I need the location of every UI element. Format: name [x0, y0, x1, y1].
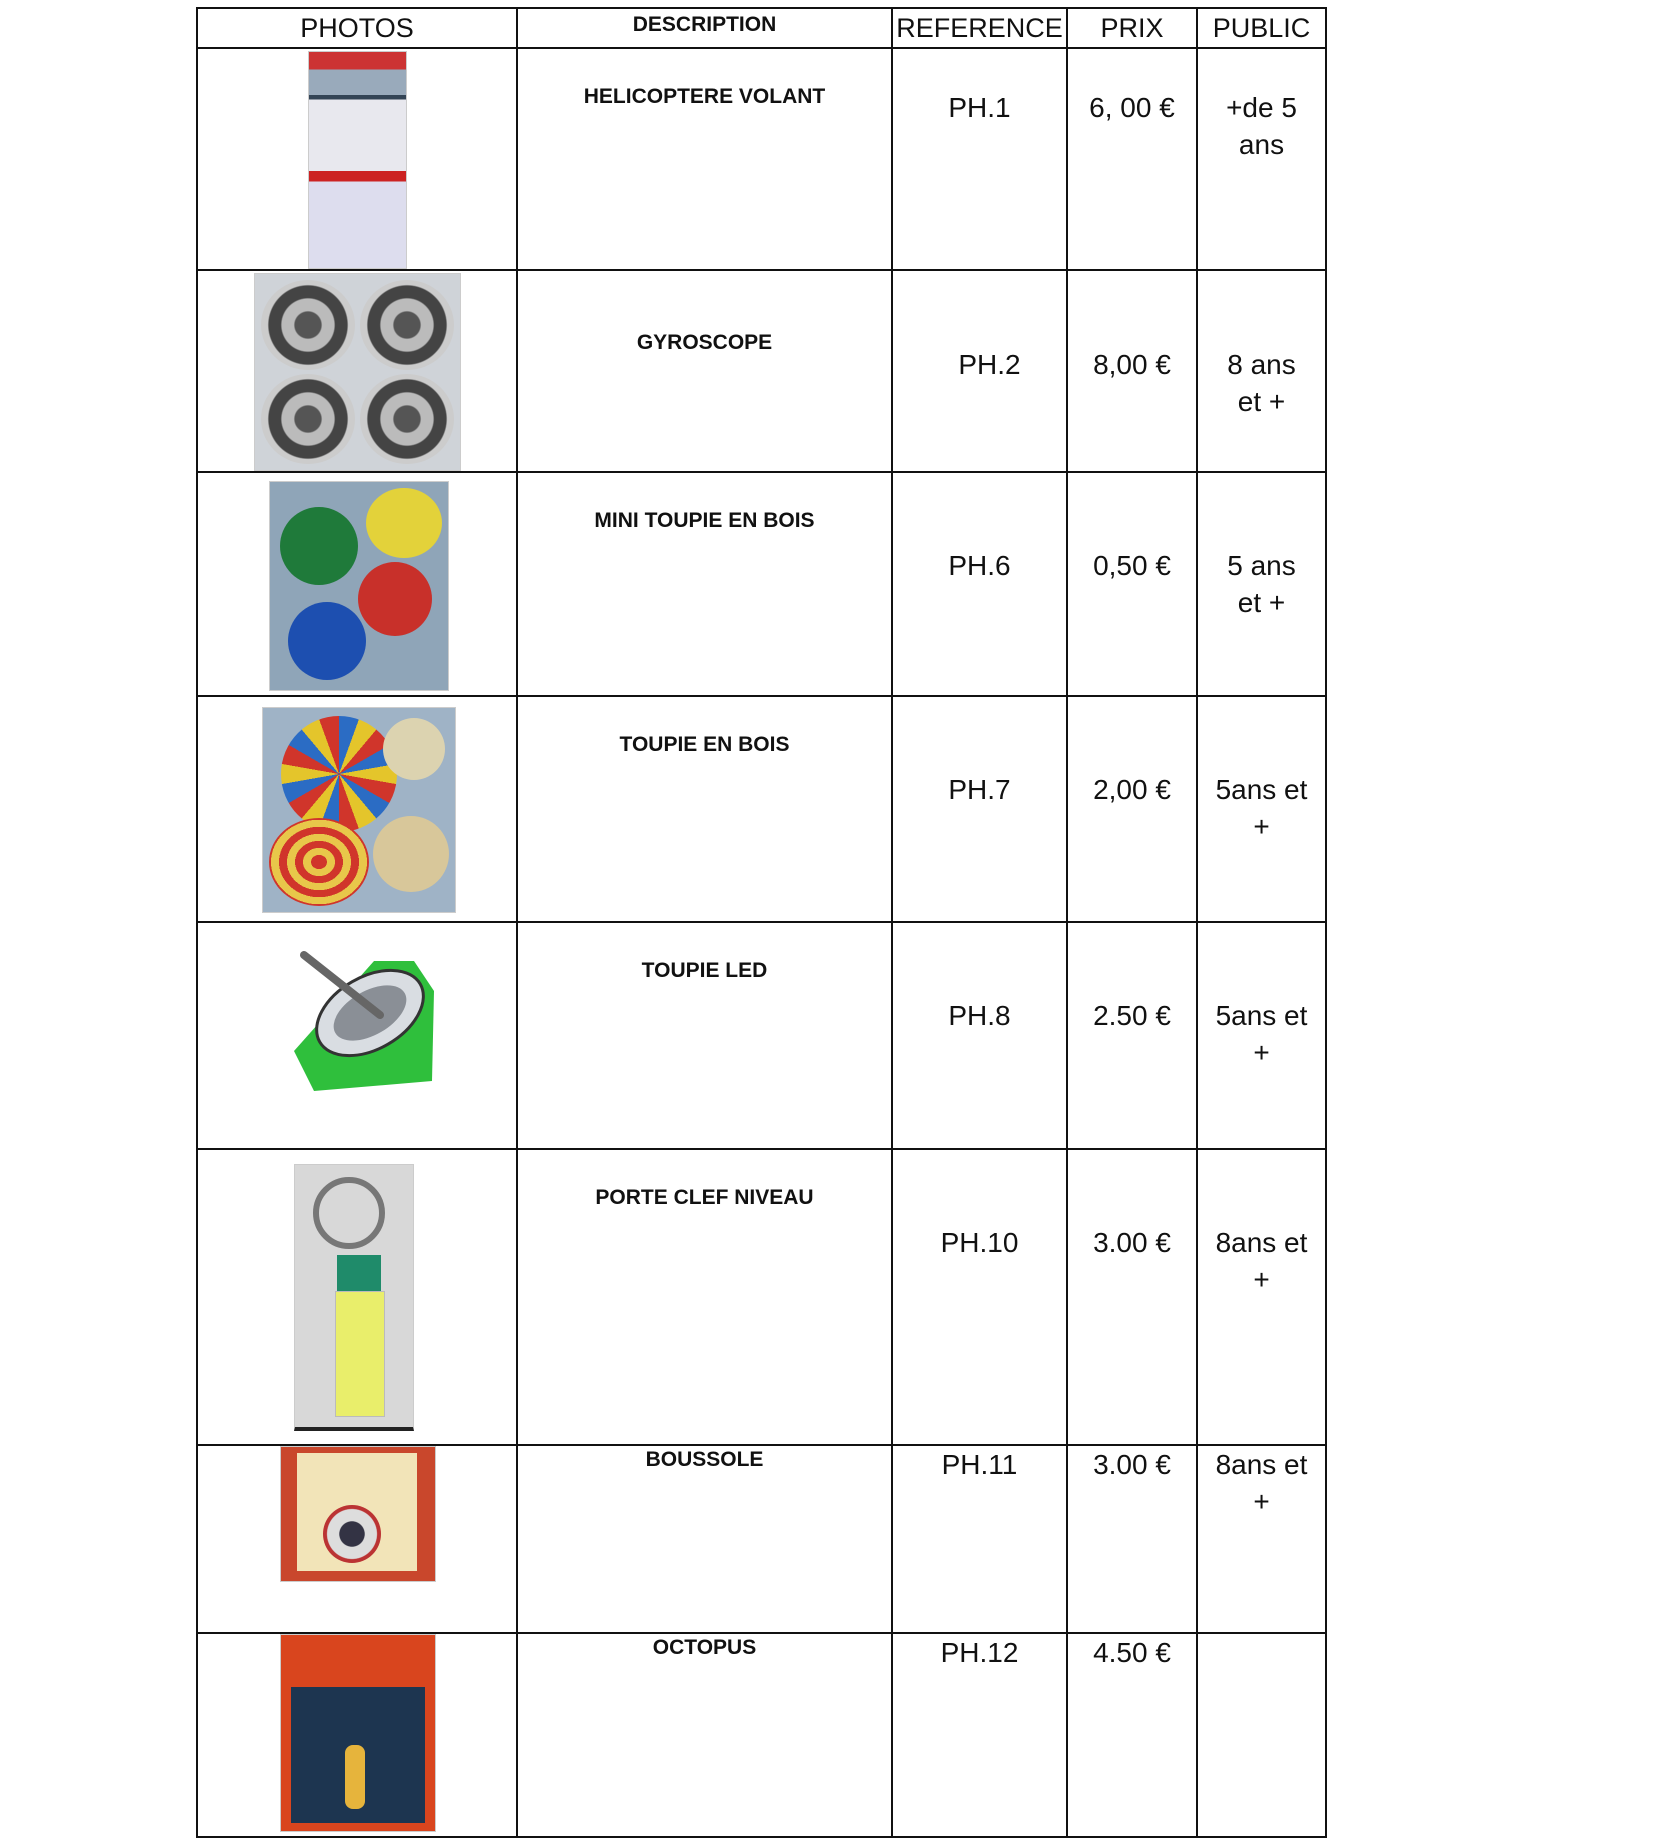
level-keychain-photo	[294, 1164, 414, 1431]
product-audience: 5 ans et +	[1227, 550, 1296, 618]
product-description: TOUPIE LED	[641, 959, 768, 982]
product-audience: 8ans et +	[1215, 1227, 1308, 1295]
compass-photo	[280, 1446, 436, 1582]
product-description: BOUSSOLE	[645, 1448, 764, 1471]
product-reference: PH.1	[948, 92, 1011, 123]
product-reference: PH.12	[940, 1637, 1019, 1668]
table-row	[197, 1445, 1326, 1633]
table-row	[197, 48, 1326, 270]
table-row	[197, 696, 1326, 922]
photo-cell	[197, 922, 517, 1149]
photo-cell	[197, 1149, 517, 1445]
product-audience: 5ans et +	[1215, 1000, 1308, 1068]
product-table	[196, 7, 1327, 1838]
product-price: 8,00 €	[1093, 349, 1171, 380]
led-top-photo	[284, 941, 444, 1101]
product-price: 4.50 €	[1093, 1637, 1171, 1668]
product-reference: PH.7	[948, 774, 1011, 805]
product-price: 2.50 €	[1093, 1000, 1171, 1031]
product-description: MINI TOUPIE EN BOIS	[594, 509, 815, 532]
product-audience: 8ans et +	[1215, 1449, 1308, 1517]
header-description: DESCRIPTION	[517, 8, 892, 48]
table-row	[197, 1633, 1326, 1837]
table-row	[197, 1149, 1326, 1445]
photo-cell	[197, 1633, 517, 1837]
header-prix: PRIX	[1067, 8, 1197, 48]
product-price: 0,50 €	[1093, 550, 1171, 581]
product-price: 6, 00 €	[1089, 92, 1175, 123]
table-row	[197, 472, 1326, 696]
header-reference: REFERENCE	[892, 8, 1067, 48]
product-reference: PH.2	[958, 349, 1021, 380]
product-description: GYROSCOPE	[636, 331, 773, 354]
product-description: TOUPIE EN BOIS	[619, 733, 790, 756]
product-audience: 5ans et +	[1215, 774, 1308, 842]
header-public: PUBLIC	[1197, 8, 1326, 48]
product-price: 3.00 €	[1093, 1449, 1171, 1480]
mini-wooden-tops-photo	[269, 481, 449, 691]
product-reference: PH.8	[948, 1000, 1011, 1031]
product-description: PORTE CLEF NIVEAU	[595, 1186, 814, 1209]
table-row	[197, 922, 1326, 1149]
product-price: 3.00 €	[1093, 1227, 1171, 1258]
photo-cell	[197, 48, 517, 270]
gyroscope-photo	[254, 273, 461, 471]
product-audience: +de 5 ans	[1226, 92, 1297, 160]
product-price: 2,00 €	[1093, 774, 1171, 805]
photo-cell	[197, 472, 517, 696]
header-photos: PHOTOS	[197, 8, 517, 48]
table-row	[197, 270, 1326, 472]
product-reference: PH.6	[948, 550, 1011, 581]
photo-cell	[197, 270, 517, 472]
product-description: OCTOPUS	[652, 1636, 757, 1659]
wooden-tops-photo	[262, 707, 456, 913]
sky-copter-photo	[308, 51, 407, 269]
photo-cell	[197, 696, 517, 922]
product-audience: 8 ans et +	[1227, 349, 1296, 417]
product-reference: PH.11	[941, 1449, 1018, 1480]
product-description: HELICOPTERE VOLANT	[583, 85, 826, 108]
photo-cell	[197, 1445, 517, 1633]
diving-octopus-photo	[280, 1634, 436, 1832]
header-row	[197, 8, 1326, 48]
product-reference: PH.10	[940, 1227, 1019, 1258]
